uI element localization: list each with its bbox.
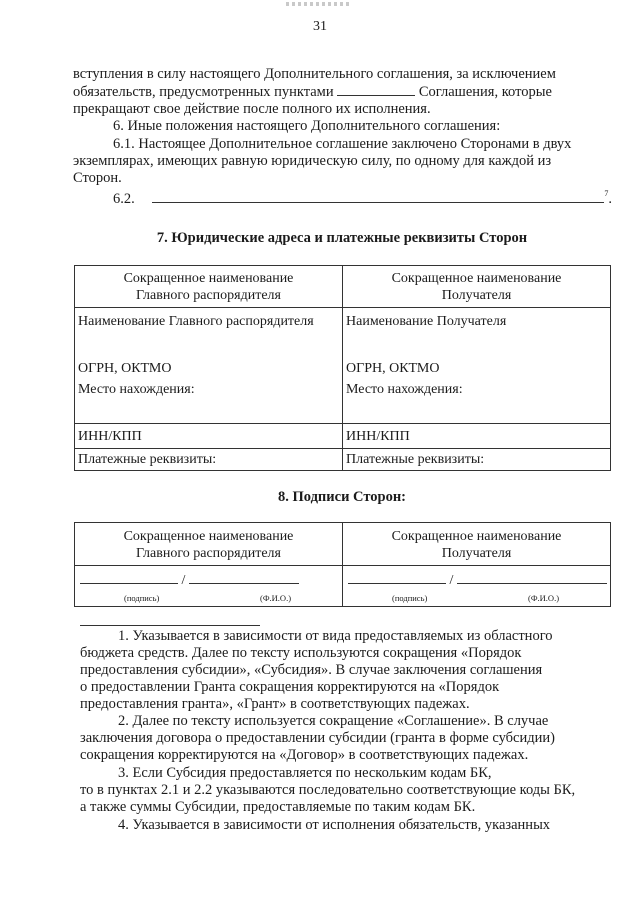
intro-line-1: вступления в силу настоящего Дополнительного соглашения, за исключением — [73, 66, 556, 82]
header-cell: Сокращенное наименование Получателя — [343, 266, 611, 308]
scan-artifact — [286, 2, 350, 6]
blank-field — [152, 190, 604, 203]
table-cell: Наименование Получателя ОГРН, ОКТМО Место нахождения: — [343, 308, 611, 424]
blank-field — [337, 83, 415, 96]
table-row — [75, 308, 611, 424]
page-number: 31 — [313, 19, 327, 34]
name-line — [189, 570, 299, 584]
signature-line — [348, 570, 446, 584]
footnote-2: 2. Далее по тексту используется сокращение «Соглашение». В случае заключения договора о предоставлении субсидии (гранта в форме субсидии) сокращения корректируются на «Договор» в соответствующих падежах. — [80, 713, 555, 763]
signature-line — [80, 570, 178, 584]
section-7-title: 7. Юридические адреса и платежные реквизиты Сторон — [156, 230, 528, 246]
signature-cell: / (подпись) (Ф.И.О.) — [343, 566, 611, 607]
clause-6-2: 6.2. $^7$. — [113, 189, 612, 207]
table-cell: Платежные реквизиты: — [343, 449, 611, 471]
table-cell: ИНН/КПП — [343, 424, 611, 449]
header-cell: Сокращенное наименование Главного распорядителя — [75, 266, 343, 308]
table-cell: Наименование Главного распорядителя ОГРН, ОКТМО Место нахождения: — [75, 308, 343, 424]
intro-line-3: прекращают свое действие после полного их исполнения. — [73, 101, 431, 117]
table-cell: ИНН/КПП — [75, 424, 343, 449]
intro-paragraph — [73, 66, 609, 118]
footnote-1: 1. Указывается в зависимости от вида предоставляемых из областного бюджета средств. Далее по тексту используются сокращения «Порядок предоставления субсидии», «Субсидия». В случае заключения соглашения о предоставлении Гранта сокращения корректируются на «Порядок предоставления гранта», «Грант» в соответствующих падежах. — [80, 628, 553, 712]
table-row — [75, 449, 611, 471]
footnote-3: 3. Если Субсидия предоставляется по нескольким кодам БК, то в пунктах 2.1 и 2.2 указываются последовательно соответствующие коды БК, а также суммы Субсидии, предоставляемые по таким кодам БК. — [80, 765, 576, 815]
table-row — [75, 424, 611, 449]
header-cell: Сокращенное наименование Главного распорядителя — [75, 523, 343, 566]
signature-cell: / (подпись) (Ф.И.О.) — [75, 566, 343, 607]
table-row — [75, 566, 611, 607]
section-8-title: 8. Подписи Сторон: — [277, 489, 407, 505]
header-cell: Сокращенное наименование Получателя — [343, 523, 611, 566]
table-row — [75, 523, 611, 566]
signatures-table — [74, 522, 611, 607]
table-cell: Платежные реквизиты: — [75, 449, 343, 471]
requisites-table — [74, 265, 611, 471]
clause-6-1: 6.1. Настоящее Дополнительное соглашение заключено Сторонами в двух экземплярах, имеющих равную юридическую силу, по одному для каждой из Сторон. — [73, 136, 572, 186]
footnote-4: 4. Указывается в зависимости от исполнения обязательств, указанных — [118, 817, 551, 833]
clause-6-title: 6. Иные положения настоящего Дополнительного соглашения: — [113, 118, 501, 134]
table-row — [75, 266, 611, 308]
intro-line-2: обязательств, предусмотренных пунктами Соглашения, которые — [73, 84, 552, 100]
name-line — [457, 570, 607, 584]
footnote-separator — [80, 625, 260, 626]
